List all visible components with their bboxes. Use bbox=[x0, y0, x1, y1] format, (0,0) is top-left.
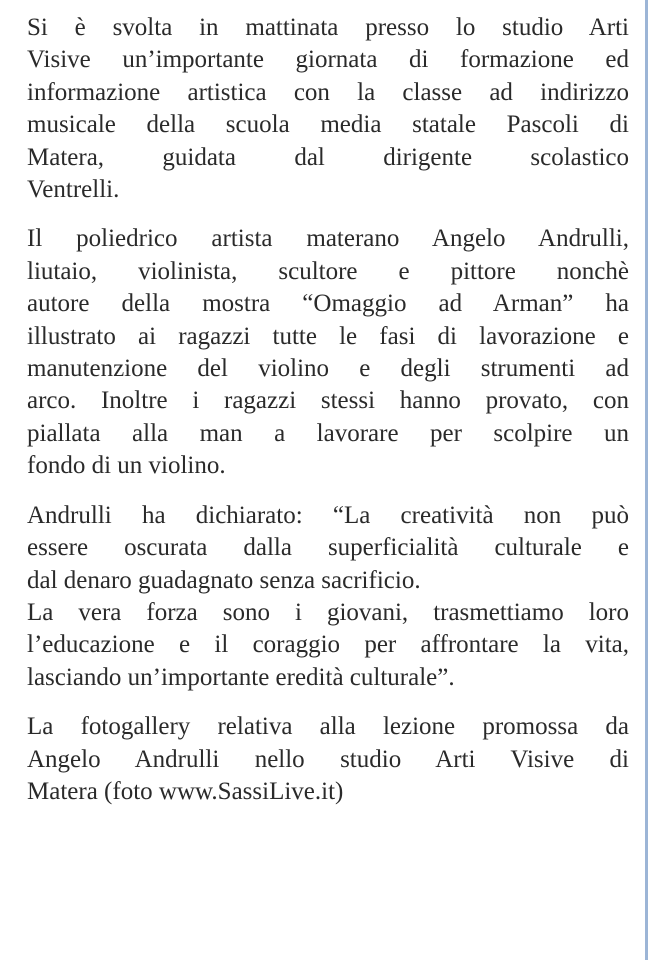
text-line: illustrato ai ragazzi tutte le fasi di lavorazione e bbox=[27, 322, 629, 350]
paragraph-3 bbox=[27, 500, 629, 694]
text-line: Visive un’importante giornata di formazione ed bbox=[27, 46, 629, 74]
text-line: La vera forza sono i giovani, trasmettiamo loro bbox=[27, 598, 629, 626]
text-line: l’educazione e il coraggio per affrontare la vita, bbox=[27, 631, 629, 659]
article-body bbox=[27, 12, 629, 825]
text-line: Ventrelli. bbox=[27, 176, 120, 204]
text-line: Angelo Andrulli nello studio Arti Visive di bbox=[27, 745, 629, 773]
text-line: musicale della scuola media statale Pascoli di bbox=[27, 111, 629, 139]
text-line: arco. Inoltre i ragazzi stessi hanno provato, con bbox=[27, 387, 629, 415]
paragraph-2 bbox=[27, 223, 629, 482]
text-line: lasciando un’importante eredità culturale”. bbox=[27, 663, 455, 691]
text-line: dal denaro guadagnato senza sacrificio. bbox=[27, 566, 421, 594]
text-line: Andrulli ha dichiarato: “La creatività non può bbox=[27, 501, 629, 529]
text-line: piallata alla man a lavorare per scolpire un bbox=[27, 419, 629, 447]
text-line: fondo di un violino. bbox=[27, 452, 226, 480]
text-line: manutenzione del violino e degli strumenti ad bbox=[27, 355, 629, 383]
text-line: La fotogallery relativa alla lezione promossa da bbox=[27, 713, 629, 741]
text-line: Si è svolta in mattinata presso lo studio Arti bbox=[27, 14, 629, 41]
paragraph-1 bbox=[27, 12, 629, 206]
paragraph-4 bbox=[27, 711, 629, 808]
text-line: essere oscurata dalla superficialità culturale e bbox=[27, 534, 629, 562]
text-line: Matera, guidata dal dirigente scolastico bbox=[27, 143, 629, 171]
text-line: informazione artistica con la classe ad indirizzo bbox=[27, 78, 629, 106]
text-line: Il poliedrico artista materano Angelo Andrulli, bbox=[27, 225, 629, 253]
text-line: autore della mostra “Omaggio ad Arman” ha bbox=[27, 290, 629, 318]
text-line: Matera (foto www.SassiLive.it) bbox=[27, 777, 344, 805]
text-line: liutaio, violinista, scultore e pittore nonchè bbox=[27, 257, 629, 285]
